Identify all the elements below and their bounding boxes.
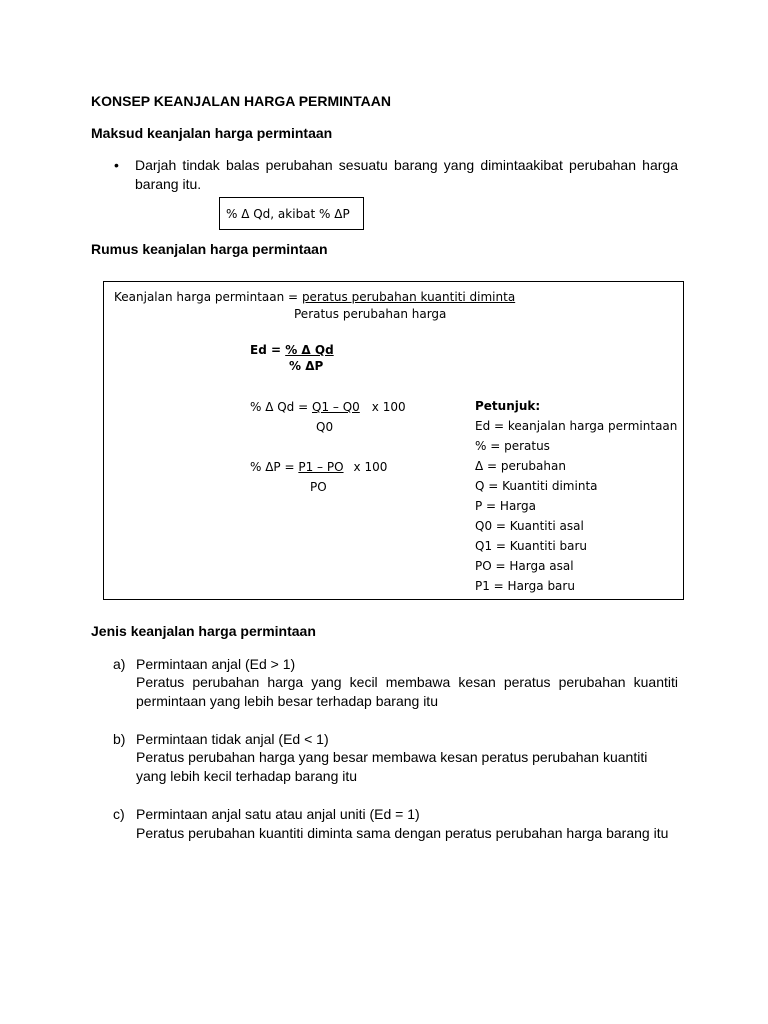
formula-main [114, 290, 515, 304]
ed-denominator: % ΔP [289, 359, 324, 373]
qd-left: % Δ Qd = [250, 400, 312, 414]
formula-numerator: peratus perubahan kuantiti diminta [301, 290, 516, 304]
legend-item: Q = Kuantiti diminta [475, 479, 598, 493]
ed-numerator: % Δ Qd [285, 343, 334, 357]
formula-denominator: Peratus perubahan harga [294, 307, 447, 321]
definition-box [219, 197, 364, 230]
p-denominator: PO [310, 480, 327, 494]
definition-text: Darjah tindak balas perubahan sesuatu barang yang dimintaakibat perubahan harga barang itu. [135, 157, 678, 192]
page-title: KONSEP KEANJALAN HARGA PERMINTAAN [91, 93, 391, 109]
list-item-title: Permintaan tidak anjal (Ed < 1) [136, 731, 329, 747]
legend-title: Petunjuk: [475, 399, 541, 413]
list-item-desc: Peratus perubahan harga yang besar membawa kesan peratus perubahan kuantiti yang lebih kecil terhadap barang itu [136, 749, 648, 784]
legend-item: Q1 = Kuantiti baru [475, 539, 588, 553]
list-marker: c) [113, 806, 125, 822]
p-left: % ΔP = [250, 460, 299, 474]
bullet-icon: • [114, 157, 119, 173]
formula-label: Keanjalan harga permintaan = [114, 290, 302, 304]
list-item-desc: Peratus perubahan kuantiti diminta sama dengan peratus perubahan harga barang itu [136, 825, 669, 841]
p-formula [250, 460, 387, 474]
p-numerator: P1 – PO [298, 460, 344, 474]
section-heading-definition: Maksud keanjalan harga permintaan [91, 125, 333, 141]
definition-box-text: % Δ Qd, akibat % ΔP [226, 207, 350, 221]
legend-item: % = peratus [475, 439, 550, 453]
legend-item: Ed = keanjalan harga permintaan [475, 419, 678, 433]
qd-times: x 100 [371, 400, 406, 414]
legend [475, 399, 677, 599]
list-marker: b) [113, 731, 126, 747]
list-item-title: Permintaan anjal satu atau anjal uniti (Ed = 1) [136, 806, 420, 822]
legend-item: PO = Harga asal [475, 559, 574, 573]
list-marker: a) [113, 656, 126, 672]
qd-numerator: Q1 – Q0 [312, 400, 360, 414]
legend-item: P = Harga [475, 499, 536, 513]
qd-formula [250, 400, 406, 414]
list-item-title: Permintaan anjal (Ed > 1) [136, 656, 296, 672]
section-heading-formula: Rumus keanjalan harga permintaan [91, 241, 328, 257]
legend-item: Δ = perubahan [475, 459, 566, 473]
formula-box [103, 281, 684, 600]
list-item-desc: Peratus perubahan harga yang kecil membawa kesan peratus perubahan kuantiti permintaan yang lebih besar terhadap barang itu [136, 674, 678, 709]
qd-denominator: Q0 [316, 420, 334, 434]
legend-item: Q0 = Kuantiti asal [475, 519, 584, 533]
ed-formula [250, 343, 334, 357]
section-heading-types: Jenis keanjalan harga permintaan [91, 623, 316, 639]
p-times: x 100 [353, 460, 388, 474]
legend-item: P1 = Harga baru [475, 579, 575, 593]
ed-left: Ed = [250, 343, 286, 357]
